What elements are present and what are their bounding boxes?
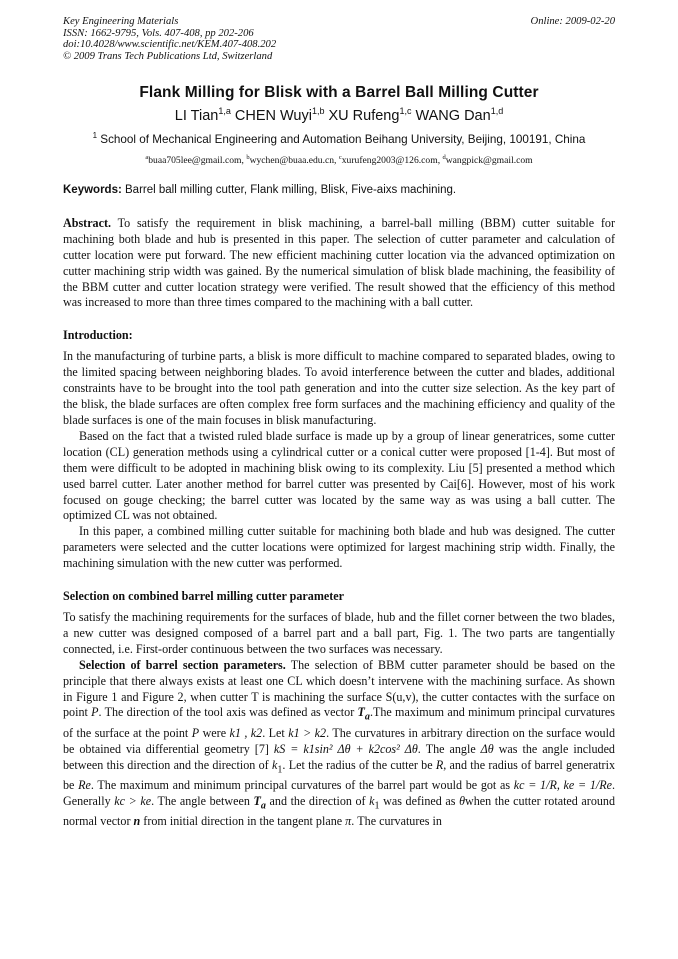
online-date: Online: 2009-02-20: [530, 16, 615, 27]
abstract: [63, 216, 615, 311]
text-run: was the angle included between this direction and the direction of: [63, 741, 615, 772]
journal-copyright: © 2009 Trans Tech Publications Ltd, Switzerland: [63, 50, 273, 62]
affiliation-text: School of Mechanical Engineering and Automation Beihang University, Beijing, 100191, China: [100, 132, 586, 146]
author-name: WANG Dan: [415, 107, 491, 124]
author-name: XU Rufeng: [328, 107, 400, 124]
text-run: were: [202, 725, 227, 740]
text-run: . The curvatures in: [351, 814, 442, 829]
email-address: xurufeng2003@126.com,: [341, 154, 443, 166]
text-run: . Generally: [63, 777, 616, 808]
email-mark: b: [246, 153, 250, 161]
math-symbol: π: [345, 814, 352, 829]
paragraph: Based on the fact that a twisted ruled blade surface is made up by a group of linear generatrices, some cutter location (CL) generation methods using a cylindrical cutter or a conical cutter were proposed [1-4]. But most of them were difficult to be adopted in machining blisk owing to its complexity. Liu [5] presented a method which used barrel cutter. Later another method for barrel cutter was presented by Cai[6]. However, most of his work focused on gouge checking; the barrel cutter was located by the same way as was using a ball cutter. The optimized CL was not obtained.: [63, 428, 615, 523]
math-subscript: 1: [277, 764, 283, 775]
abstract-label: Abstract.: [63, 215, 112, 230]
email-list: [63, 154, 615, 166]
email-address: buaa705lee@gmail.com,: [148, 154, 247, 166]
math-expression: kc > ke: [114, 793, 152, 808]
text-run: , and the radius of barrel generatrix be: [63, 757, 615, 792]
paragraph: In this paper, a combined milling cutter suitable for machining both blade and hub was designed. The cutter parameters were selected and the cutter locations were optimized for largest machining strip width. Finally, the machining simulation with the new cutter was performed.: [63, 524, 615, 571]
text-run: The selection of BBM cutter parameter should be based on the principle that there always exists at least one CL which doesn’t intervene with the machining surface. As shown in Figure 1 and Figure 2, when cutter T is machining the surface S(u,v), the cutter contactes with the surface on point: [63, 657, 615, 720]
math-symbol: k: [271, 757, 278, 772]
email-address: wychen@buaa.edu.cn,: [249, 154, 339, 166]
author-name: CHEN Wuyi: [234, 107, 312, 124]
email-mark: a: [145, 153, 149, 161]
math-subscript: a: [364, 711, 370, 723]
keywords-text: Barrel ball milling cutter, Flank milling, Blisk, Five-aixs machining.: [125, 183, 457, 196]
text-run: . The angle: [417, 741, 476, 756]
author-affil-mark: 1,c: [399, 106, 412, 116]
journal-name: Key Engineering Materials: [63, 16, 179, 27]
text-run: . The angle between: [151, 793, 250, 808]
math-symbol: R: [435, 757, 444, 772]
math-symbol: n: [133, 814, 141, 829]
math-symbol: P: [191, 725, 200, 740]
author-affil-mark: 1,d: [490, 106, 504, 116]
paper-title: Flank Milling for Blisk with a Barrel Ball Milling Cutter: [139, 84, 539, 101]
abstract-text: To satisfy the requirement in blisk machining, a barrel-ball milling (BBM) cutter suitable for machining both blade and hub is presented in this paper. The selection of cutter parameter and calculation of cutter location were put forward. The new efficient machining cutter location via the advanced optimization on cutter machining strip width was gained. By the numerical simulation of blisk blade machining, the feasibility of the BBM cutter and cutter location strategy were verified. The result showed that the efficiency of this method was increased to more than three times compared to the machining with a ball cutter.: [63, 215, 616, 310]
section-heading-introduction: Introduction:: [63, 328, 133, 343]
text-run: . Let the radius of the cutter be: [282, 757, 433, 772]
text-run: was defined as: [383, 793, 456, 808]
math-symbol: θ: [459, 793, 466, 808]
keywords-label: Keywords:: [63, 183, 122, 196]
journal-header: [63, 16, 615, 62]
journal-issn: ISSN: 1662-9795, Vols. 407-408, pp 202-206: [63, 27, 254, 39]
text-run: . The maximum and minimum principal curvatures of the barrel part would be got as: [90, 777, 511, 792]
text-run: when the cutter rotated around normal vector: [63, 793, 616, 829]
introduction-section: [63, 349, 615, 572]
math-subscript: 1: [374, 800, 380, 812]
math-formula: kS = k1sin² Δθ + k2cos² Δθ: [273, 741, 418, 756]
math-symbol: P: [91, 705, 99, 720]
text-run: .The maximum and minimum principal curvatures of the surface at the point: [63, 705, 615, 740]
email-mark: c: [338, 153, 342, 161]
text-run: . The direction of the tool axis was defined as vector: [98, 705, 355, 720]
selection-section: [63, 610, 615, 830]
math-symbol: T: [253, 793, 261, 808]
author-list: [63, 106, 615, 124]
author-affil-mark: 1,a: [218, 106, 231, 116]
email-address: wangpick@gmail.com: [445, 154, 533, 166]
journal-doi: doi:10.4028/www.scientific.net/KEM.407-408.202: [63, 39, 277, 50]
math-symbol: k: [369, 793, 375, 808]
text-run: and the direction of: [269, 793, 366, 808]
math-symbol: Δθ: [480, 741, 494, 756]
math-subscript: a: [260, 800, 266, 812]
math-expression: k1 > k2: [288, 725, 327, 740]
author-affil-mark: 1,b: [311, 106, 325, 116]
text-run: . Let: [262, 725, 285, 740]
math-symbol: Re: [78, 777, 91, 792]
section-heading-selection: Selection on combined barrel milling cutter parameter: [63, 589, 345, 604]
email-mark: d: [442, 153, 446, 161]
paragraph: [63, 658, 615, 830]
subsection-label: Selection of barrel section parameters.: [79, 657, 286, 672]
affiliation: [63, 131, 615, 146]
paragraph: In the manufacturing of turbine parts, a blisk is more difficult to machine compared to separated blades, owing to the limited spacing between neighboring blades. To avoid interference between the cutter and blades, additional constraints have to be brought into the tool path generation and into the cutter size selection. As the key part of the blisk, the blade surfaces are often complex free form surfaces and the machining efficiency and quality of the blade surfaces is one of the main focuses in blisk manufacturing.: [63, 349, 615, 427]
author-name: LI Tian: [174, 107, 219, 124]
math-expression: k1 , k2: [229, 725, 263, 740]
text-run: . The curvatures in arbitrary direction on the surface would be obtained via differential geometry [7]: [63, 725, 615, 756]
text-run: from initial direction in the tangent plane: [143, 814, 343, 829]
paragraph: To satisfy the machining requirements for the surfaces of blade, hub and the fillet corner between the two blades, a new cutter was designed composed of a barrel part and a ball part, Fig. 1. The two parts are tangentially connected, i.e. First-order continuous between the two surfaces was necessary.: [63, 610, 615, 656]
keywords: [63, 184, 615, 196]
affiliation-mark: 1: [92, 130, 98, 140]
math-symbol: T: [357, 705, 365, 720]
math-expression: kc = 1/R, ke = 1/Re: [513, 777, 612, 792]
